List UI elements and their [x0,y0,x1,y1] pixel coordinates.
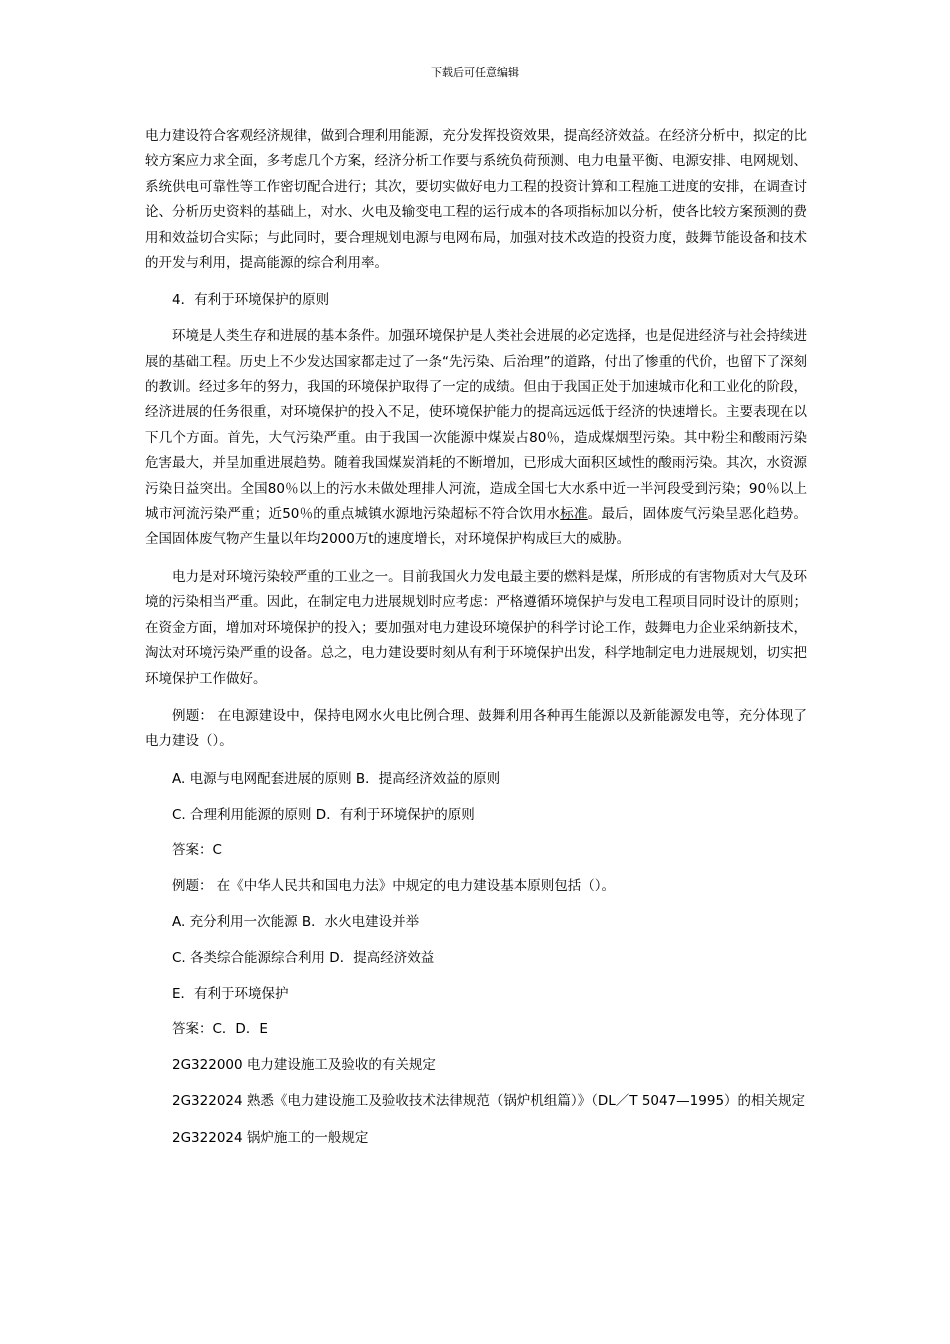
paragraph-environment [145,324,807,553]
example-2-option-e: E．有利于环境保护 [172,985,289,1002]
example-2-options-ab: A. 充分利用一次能源 B．水火电建设并举 [172,913,420,930]
example-2-answer: 答案：C．D．E [172,1021,268,1038]
heading-environment-principle: 4．有利于环境保护的原则 [172,292,330,309]
example-1-options-ab: A. 电源与电网配套进展的原则 B．提高经济效益的原则 [172,770,501,787]
example-2-options-cd: C. 各类综合能源综合利用 D．提高经济效益 [172,949,435,966]
page-header: 下载后可任意编辑 [431,66,519,79]
example-question-2: 例题： 在《中华人民共和国电力法》中规定的电力建设基本原则包括（）。 [172,878,616,895]
section-heading-construction-acceptance: 2G322000 电力建设施工及验收的有关规定 [172,1057,436,1074]
document-body [145,124,807,1162]
example-1-answer: 答案：C [172,842,222,859]
paragraph-environment-text-1: 环境是人类生存和进展的基本条件。加强环境保护是人类社会进展的必定选择，也是促进经济与社会持续进展的基础工程。历史上不少发达国家都走过了一条“先污染、后治理”的道路，付出了惨重的代价，也留下了深刻的教训。经过多年的努力，我国的环境保护取得了一定的成绩。但由于我国正处于加速城市化和工业化的阶段，经济进展的任务很重，对环境保护的投入不足，使环境保护能力的提高远远低于经济的快速增长。主要表现在以下几个方面。首先，大气污染严重。由于我国一次能源中煤炭占80％，造成煤烟型污染。其中粉尘和酸雨污染危害最大，并呈加重进展趋势。随着我国煤炭消耗的不断增加，已形成大面积区域性的酸雨污染。其次，水资源污染日益突出。全国80％以上的污水未做处理排人河流，造成全国七大水系中近一半河段受到污染；90％以上城市河流污染严重；近50％的重点城镇水源地污染超标不符合饮用水 [145,328,807,523]
paragraph-power-pollution: 电力是对环境污染较严重的工业之一。目前我国火力发电最主要的燃料是煤，所形成的有害物质对大气及环境的污染相当严重。因此，在制定电力进展规划时应考虑：严格遵循环境保护与发电工程项目同时设计的原则；在资金方面，增加对环境保护的投入；要加强对电力建设环境保护的科学讨论工作，鼓舞电力企业采纳新技术，淘汰对环境污染严重的设备。总之，电力建设要时刻从有利于环境保护出发，科学地制定电力进展规划，切实把环境保护工作做好。 [145,568,807,687]
paragraph-economic-efficiency: 电力建设符合客观经济规律，做到合理利用能源，充分发挥投资效果，提高经济效益。在经济分析中，拟定的比较方案应力求全面，多考虑几个方案，经济分析工作要与系统负荷预测、电力电量平衡、电源安排、电网规划、系统供电可靠性等工作密切配合进行；其次，要切实做好电力工程的投资计算和工程施工进度的安排，在调查讨论、分析历史资料的基础上，对水、火电及输变电工程的运行成本的各项指标加以分析，使各比较方案预测的费用和效益切合实际；与此同时，要合理规划电源与电网布局，加强对技术改造的投资力度，鼓舞节能设备和技术的开发与利用，提高能源的综合利用率。 [145,128,807,272]
example-1-options-cd: C. 合理利用能源的原则 D．有利于环境保护的原则 [172,806,475,823]
underlined-standard: 标准 [560,506,588,523]
section-heading-boiler-standard: 2G322024 熟悉《电力建设施工及验收技术法律规范（锅炉机组篇）》（DL／T 5047—1995）的相关规定 [172,1092,806,1109]
section-heading-boiler-general: 2G322024 锅炉施工的一般规定 [172,1130,369,1147]
example-question-1: 例题： 在电源建设中，保持电网水火电比例合理、鼓舞利用各种再生能源以及新能源发电等，充分体现了电力建设（）。 [145,707,807,750]
paragraph-environment-text-2: 。最后，固体废气污染呈恶化趋势。全国固体废气物产生量以年均2000万t的速度增长，对环境保护构成巨大的威胁。 [145,506,808,548]
